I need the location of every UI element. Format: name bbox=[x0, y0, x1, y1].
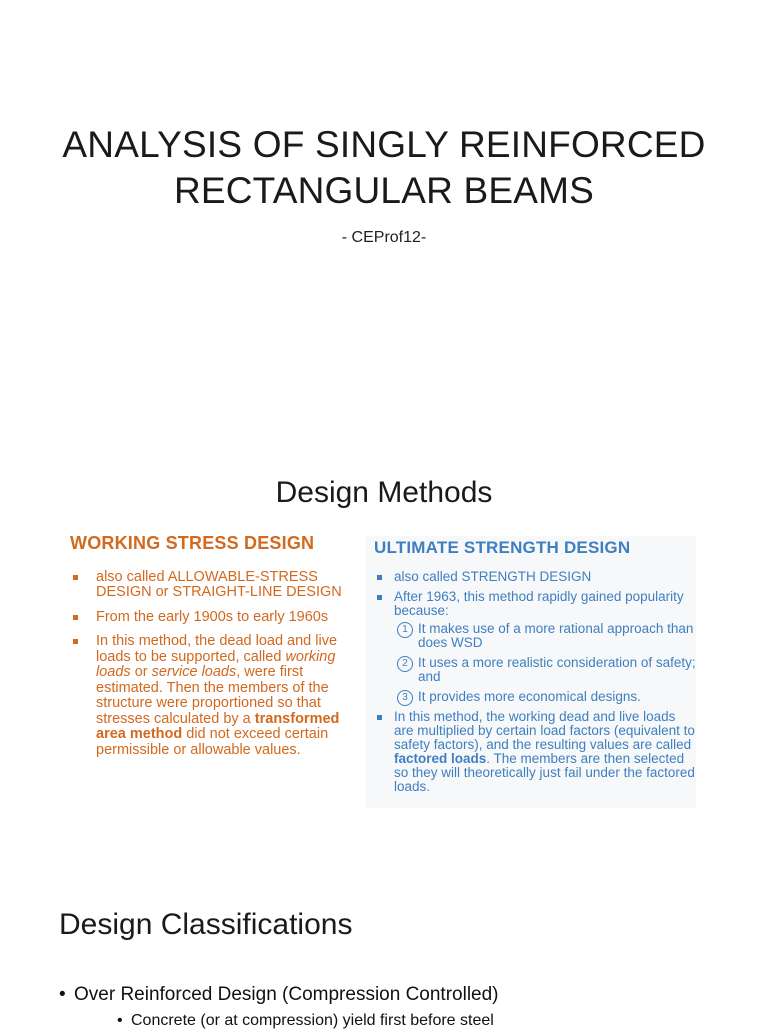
list-item: also called ALLOWABLE-STRESS DESIGN or STRAIGHT-LINE DESIGN bbox=[70, 570, 350, 601]
list-item: After 1963, this method rapidly gained popularity because: 1 It makes use of a more rational approach than does WSD 2 It uses a more realistic consideration of safety; and 3 It provides more economical designs. bbox=[374, 590, 696, 704]
sub-item: 1 It makes use of a more rational approach than does WSD bbox=[394, 622, 696, 650]
sub-item: 3 It provides more economical designs. bbox=[394, 690, 696, 704]
usd-panel bbox=[366, 536, 696, 808]
list-item: From the early 1900s to early 1960s bbox=[70, 610, 350, 626]
page-title bbox=[0, 122, 768, 214]
list-item: In this method, the working dead and live loads are multiplied by certain load factors (equivalent to safety factors), and the resulting values are called factored loads. The members are then selected so they will theoretically just fail under the factored loads. bbox=[374, 710, 696, 794]
list-item: • Over Reinforced Design (Compression Controlled) bbox=[59, 984, 499, 1006]
classification-list bbox=[59, 984, 499, 1030]
number-3-icon: 3 bbox=[397, 690, 413, 706]
subtitle: - CEProf12- bbox=[341, 229, 427, 246]
wsd-title: WORKING STRESS DESIGN bbox=[70, 533, 315, 553]
list-item: also called STRENGTH DESIGN bbox=[374, 570, 696, 584]
list-item: In this method, the dead load and live loads to be supported, called working loads or service loads, were first estimated. Then the members of the structure were proportioned so that stresses calculated by a transformed area method did not exceed certain permissible or allowable values. bbox=[70, 634, 350, 758]
usd-list bbox=[374, 570, 696, 794]
sub-item: 2 It uses a more realistic consideration of safety; and bbox=[394, 656, 696, 684]
number-2-icon: 2 bbox=[397, 656, 413, 672]
usd-title: ULTIMATE STRENGTH DESIGN bbox=[374, 538, 631, 557]
sub-item: • Concrete (or at compression) yield first before steel bbox=[59, 1012, 499, 1030]
design-classifications-heading: Design Classifications bbox=[59, 908, 353, 941]
usd-sublist bbox=[394, 622, 696, 704]
number-1-icon: 1 bbox=[397, 622, 413, 638]
title-line-1: ANALYSIS OF SINGLY REINFORCED bbox=[62, 124, 706, 165]
design-methods-heading: Design Methods bbox=[275, 476, 493, 509]
title-line-2: RECTANGULAR BEAMS bbox=[173, 170, 595, 211]
wsd-list bbox=[70, 570, 350, 759]
wsd-panel bbox=[70, 533, 350, 767]
